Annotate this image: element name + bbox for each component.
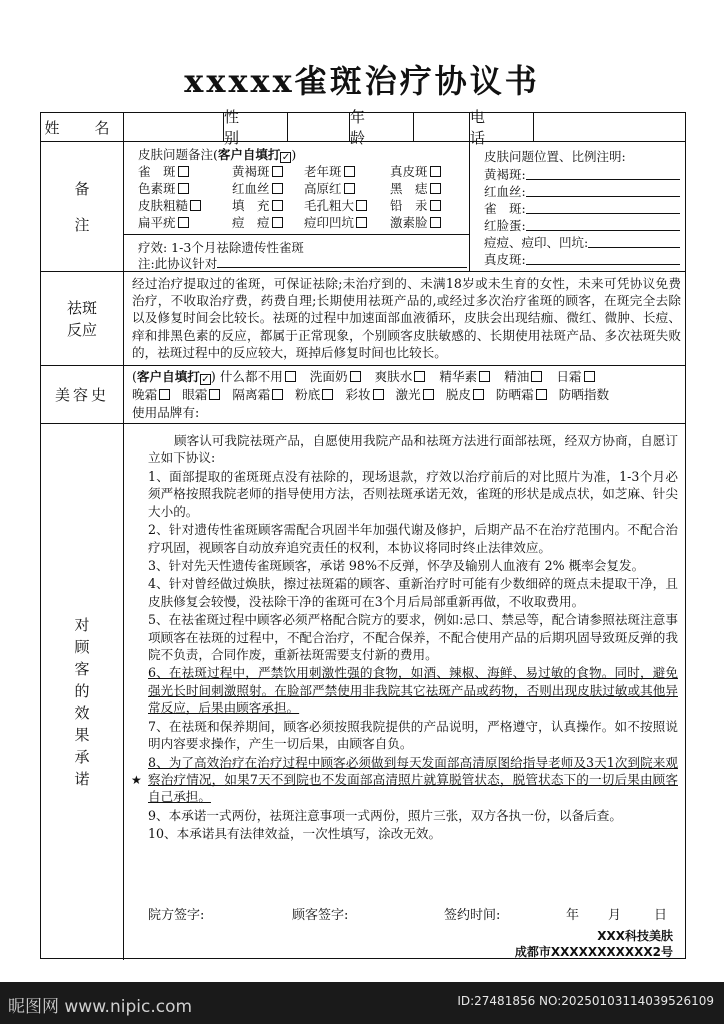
efficacy-text: 疗效: 1-3个月祛除遗传性雀斑 — [138, 240, 304, 255]
skin-option[interactable]: 皮肤粗糙 — [138, 197, 232, 214]
checkbox[interactable] — [322, 389, 333, 400]
location-line[interactable] — [526, 251, 680, 265]
checkbox[interactable] — [479, 371, 490, 382]
spf-label[interactable]: 防晒指数 — [558, 387, 610, 402]
reaction-text: 经过治疗提取过的雀斑，可保证祛除;未治疗到的、未满18岁或未生育的女性，未来可凭协议免费治疗，不收取治疗费，药费自理;长期使用祛斑产品的,或经过多次治疗雀斑的顾客，在斑完全去除以及修复时间会比较长。祛斑的过程中加速面部血液循环，皮肤会出现结痂、微红、微肿、长痘、痒和排黑色素的反应，都属于正常现象，个别顾客皮肤敏感的、长期使用祛斑产品、多次祛斑失败的，祛斑过程中的反应较大，斑掉后修复时间也比较长。 — [123, 272, 687, 365]
skin-option[interactable]: 真皮斑 — [390, 163, 464, 180]
watermark-bar — [0, 982, 724, 1024]
skin-checklist — [138, 163, 464, 231]
checkbox[interactable] — [430, 200, 441, 211]
skin-option[interactable]: 铅 汞 — [390, 197, 464, 214]
beauty-option[interactable]: 彩妆 — [345, 387, 383, 402]
skin-option[interactable]: 色素斑 — [138, 180, 232, 197]
checkbox[interactable] — [178, 166, 189, 177]
location-line[interactable] — [526, 183, 680, 197]
agreement-for-line[interactable] — [217, 258, 467, 268]
beauty-header: (客户自填打✓) — [132, 369, 220, 385]
skin-option[interactable]: 老年斑 — [304, 163, 390, 180]
beauty-option[interactable]: 隔离霜 — [232, 387, 283, 402]
commitment-item: 7、在祛斑和保养期间，顾客必须按照我院提供的产品说明，严格遵守，认真操作。如不按照说明内容要求操作，产生一切后果，由顾客自负。 — [148, 718, 678, 752]
skin-option[interactable]: 痘 痘 — [232, 214, 304, 231]
company-address: 成都市XXXXXXXXXXX2号 — [514, 945, 673, 959]
commitment-intro: 顾客认可我院祛斑产品，自愿使用我院产品和祛斑方法进行面部祛斑，经双方协商，自愿订立如下协议: — [148, 433, 678, 466]
age-field[interactable] — [413, 113, 469, 141]
gender-field[interactable] — [287, 113, 349, 141]
beauty-option[interactable]: 激光 — [396, 387, 434, 402]
location-area — [469, 142, 687, 271]
beauty-option[interactable]: 眼霜 — [182, 387, 220, 402]
agreement-form — [40, 108, 686, 959]
checkbox[interactable] — [159, 389, 170, 400]
day-label: 日 — [654, 908, 668, 923]
info-row — [41, 108, 685, 147]
commitment-item: 2、针对遗传性雀斑顾客需配合巩固半年加强代谢及修护，后期产品不在治疗范围内。不配合治疗巩固，视顾客自动放弃追究责任的权利，本协议将同时终止法律效应。 — [148, 522, 678, 555]
skin-option[interactable]: 填 充 — [232, 197, 304, 214]
commitment-item: 3、针对先天性遗传雀斑顾客，承诺 98%不反弹，怀孕及输别人血液有 2% 概率会复发。 — [148, 558, 645, 574]
notes-skin-area — [123, 142, 469, 271]
beauty-option[interactable]: 防晒霜 — [496, 387, 547, 402]
checkbox[interactable] — [209, 389, 220, 400]
customer-signature[interactable]: 顾客签字: — [292, 908, 349, 923]
checkbox[interactable] — [356, 200, 367, 211]
location-item: 真皮斑: — [484, 251, 680, 268]
beauty-option[interactable]: 爽肤水 — [375, 369, 426, 384]
checkbox[interactable] — [344, 183, 355, 194]
commitment-item: 1、面部提取的雀斑斑点没有祛除的，现场退款，疗效以治疗前后的对比照片为准，1-3个月必须严格按照我院老师的指导使用方法，否则祛斑承诺无效，雀斑的形状是成点状，如芝麻、针尖大小的。 — [148, 469, 678, 519]
checkbox[interactable] — [272, 183, 283, 194]
checkbox[interactable] — [414, 371, 425, 382]
brand-line: 使用品牌有: — [132, 405, 200, 420]
star-icon: ★ — [131, 773, 142, 787]
notes-label: 备 注 — [74, 179, 90, 234]
watermark-id: ID:27481856 NO:20250103114039526109 — [457, 994, 714, 1008]
skin-option[interactable]: 黑 痣 — [390, 180, 464, 197]
divider — [124, 234, 470, 235]
checkbox[interactable] — [190, 200, 201, 211]
location-item: 红血丝: — [484, 183, 680, 200]
beauty-option[interactable]: 什么都不用 — [220, 369, 296, 384]
beauty-line-1 — [132, 368, 683, 386]
beauty-options — [123, 366, 687, 423]
skin-option[interactable]: 激素脸 — [390, 214, 464, 231]
commitment-label: 对 顾 客 的 效 果 承 诺 — [74, 616, 90, 788]
checkbox[interactable] — [373, 389, 384, 400]
checkbox[interactable] — [430, 166, 441, 177]
beauty-option[interactable]: 晚霜 — [132, 387, 170, 402]
reaction-label: 祛斑 反应 — [66, 298, 97, 339]
skin-option[interactable]: 高原红 — [304, 180, 390, 197]
location-item: 痘痘、痘印、凹坑: — [484, 234, 680, 251]
checkbox[interactable] — [356, 217, 367, 228]
skin-option[interactable]: 毛孔粗大 — [304, 197, 390, 214]
commitment-label-cell — [41, 424, 123, 960]
commitment-item: 8、为了高效治疗在治疗过程中顾客必须做到每天发面部高清原图给指导老师及3天1次到院来观察治疗情况，如果7天不到院也不发面部高清照片就算脱管状态，脱管状态下的一切后果由顾客自己承担。 — [148, 754, 678, 805]
skin-option[interactable]: 黄褐斑 — [232, 163, 304, 180]
beauty-option[interactable]: 粉底 — [295, 387, 333, 402]
beauty-option[interactable]: 脱皮 — [446, 387, 484, 402]
checkbox[interactable] — [285, 371, 296, 382]
beauty-option[interactable]: 日霜 — [556, 369, 594, 384]
checkbox[interactable] — [350, 371, 361, 382]
location-line[interactable] — [526, 166, 680, 180]
clinic-signature[interactable]: 院方签字: — [148, 908, 205, 923]
location-line[interactable] — [526, 217, 680, 231]
checkbox[interactable] — [178, 217, 189, 228]
location-line[interactable] — [588, 234, 680, 248]
beauty-option[interactable]: 精华素 — [439, 369, 490, 384]
skin-header: 皮肤问题备注(客户自填打✓) — [138, 147, 297, 163]
checkbox[interactable] — [423, 389, 434, 400]
checkbox[interactable] — [430, 217, 441, 228]
commitment-item: 4、针对曾经做过焕肤，擦过祛斑霜的顾客、重新治疗时可能有少数细碎的斑点未提取干净，且皮肤修复会较慢，没祛除干净的雀斑可在3个月后局部重新再做，不收取费用。 — [148, 576, 678, 609]
commitment-item: 6、在祛斑过程中，严禁饮用刺激性强的食物，如酒、辣椒、海鲜、易过敏的食物。同时，避免强光长时间刺激照射。在脸部严禁使用非我院其它祛斑产品或药物，否则出现皮肤过敏或其他异常反应，后果由顾客承担。 — [148, 665, 678, 716]
company-block — [515, 928, 673, 960]
beauty-option[interactable]: 精油 — [504, 369, 542, 384]
beauty-option[interactable]: 洗面奶 — [310, 369, 361, 384]
checkbox[interactable] — [584, 371, 595, 382]
commitment-row — [41, 423, 685, 960]
location-line[interactable] — [526, 200, 680, 214]
checkbox[interactable] — [536, 389, 547, 400]
beauty-label: 美容史 — [54, 386, 109, 404]
beauty-line-2 — [132, 386, 683, 404]
commitment-item: 5、在祛雀斑过程中顾客必须严格配合院方的要求，例如:忌口、禁忌等，配合请参照祛斑注意事项顾客在祛斑的过程中，不配合治疗，不配合保养，不配合使用产品的后期巩固导致斑反弹的我院不负责，合同作废，重新祛斑需要支付新的费用。 — [148, 612, 678, 663]
location-item: 雀 斑: — [484, 200, 680, 217]
watermark-logo: 昵图网 www.nipic.com — [8, 997, 193, 1017]
phone-label: 电 话 — [469, 113, 533, 141]
checkbox[interactable] — [272, 217, 283, 228]
commitment-item: 10、本承诺具有法律效益，一次性填写，涂改无效。 — [148, 826, 442, 842]
name-label: 姓 名 — [44, 118, 120, 137]
checkbox[interactable] — [272, 200, 283, 211]
beauty-history-row — [41, 365, 685, 423]
checkbox[interactable] — [272, 166, 283, 177]
location-item: 红脸蛋: — [484, 217, 680, 234]
checkbox[interactable] — [531, 371, 542, 382]
checkbox[interactable] — [178, 183, 189, 194]
checkbox[interactable] — [430, 183, 441, 194]
sign-time[interactable]: 签约时间: — [444, 908, 501, 923]
notes-row — [41, 141, 685, 271]
skin-option[interactable]: 雀 斑 — [138, 163, 232, 180]
name-field[interactable] — [123, 113, 223, 141]
commitment-item: 9、本承诺一式两份，祛斑注意事项一式两份，照片三张，双方各执一份，以备后查。 — [148, 807, 622, 823]
agreement-for: 注:此协议针对 — [138, 255, 467, 272]
age-label: 年 龄 — [349, 113, 413, 141]
skin-option[interactable]: 扁平疣 — [138, 214, 232, 231]
check-icon: ✓ — [281, 152, 291, 163]
commitment-body — [123, 424, 687, 960]
location-list — [484, 166, 680, 268]
location-item: 黄褐斑: — [484, 166, 680, 183]
checkbox[interactable] — [272, 389, 283, 400]
reaction-row — [41, 271, 685, 365]
check-icon: ✓ — [201, 374, 210, 385]
phone-field[interactable] — [533, 113, 687, 141]
month-label: 月 — [608, 908, 622, 923]
commitment-items — [148, 468, 678, 844]
page-title: xxxxx雀斑治疗协议书 — [184, 62, 540, 100]
company-name: XXX科技美肤 — [597, 929, 673, 943]
checkbox[interactable] — [344, 166, 355, 177]
gender-label: 性 别 — [223, 113, 287, 141]
year-label: 年 — [566, 908, 580, 923]
skin-option[interactable]: 痘印凹坑 — [304, 214, 390, 231]
checkbox[interactable] — [473, 389, 484, 400]
location-header: 皮肤问题位置、比例注明: — [484, 149, 626, 164]
skin-option[interactable]: 红血丝 — [232, 180, 304, 197]
